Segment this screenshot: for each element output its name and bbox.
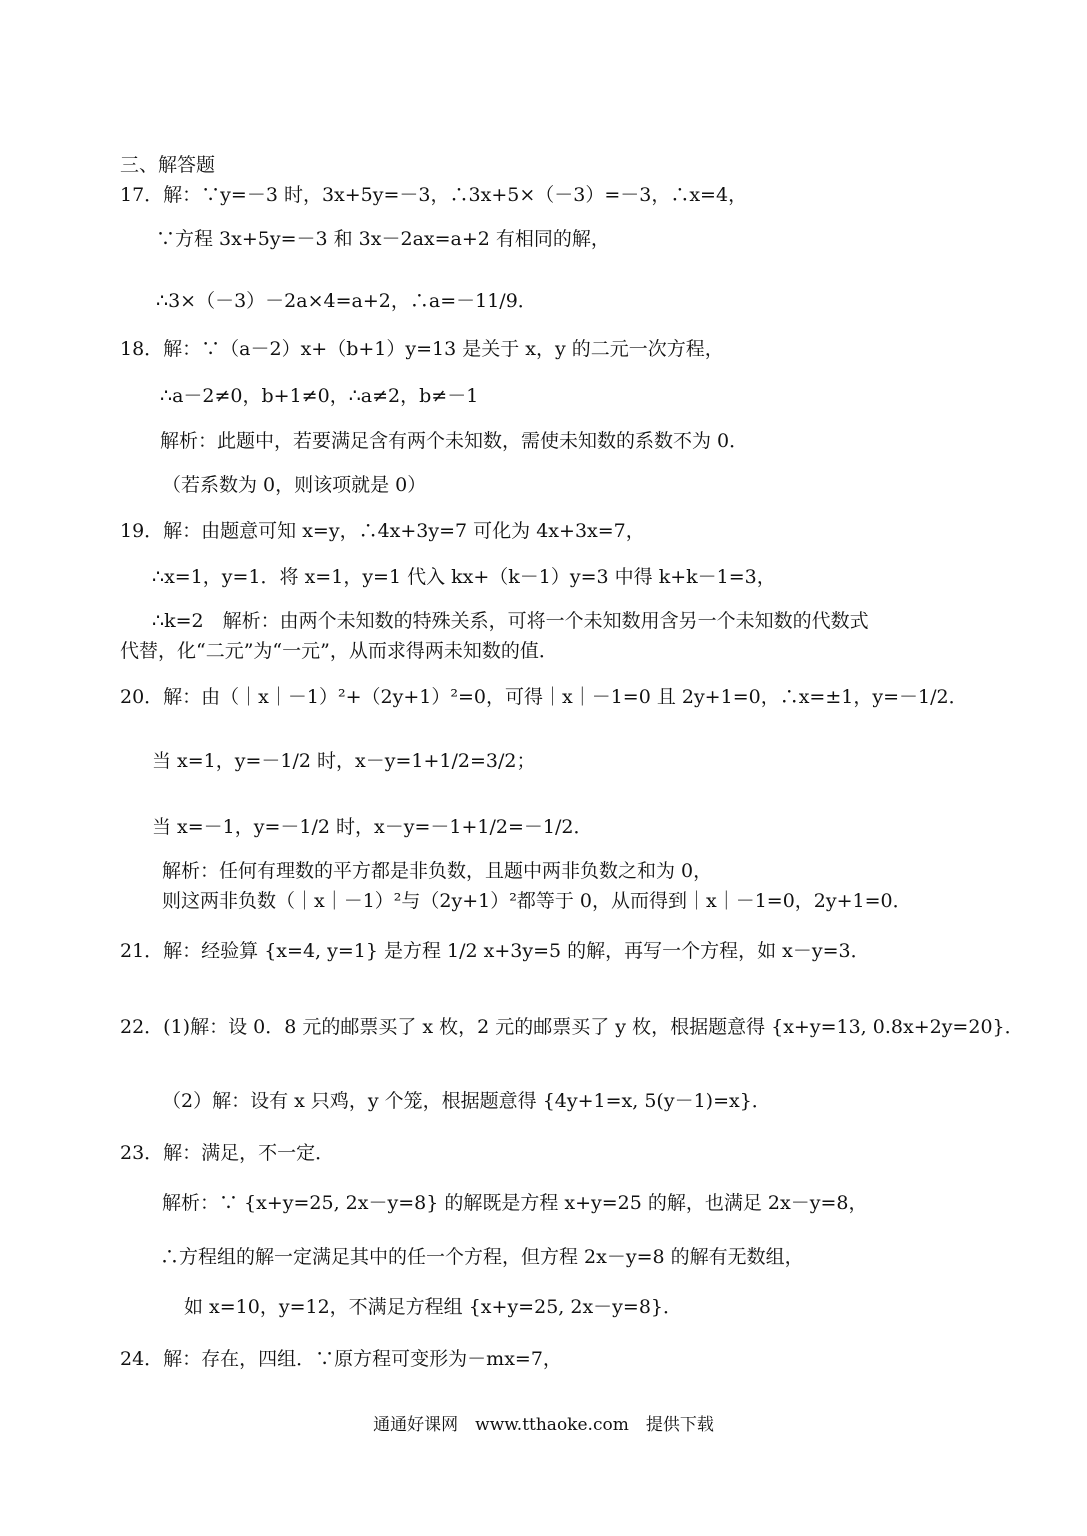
answer-20-line-1: 20．解：由（｜x｜－1）²+（2y+1）²=0，可得｜x｜－1=0 且 2y+1=0，∴x=±1，y=－1/2． [120, 686, 968, 708]
section-title: 三、解答题 [120, 154, 216, 176]
answer-18-line-1: 18．解：∵（a－2）x+（b+1）y=13 是关于 x，y 的二元一次方程， [120, 338, 724, 360]
answer-17-line-2: ∵方程 3x+5y=－3 和 3x－2ax=a+2 有相同的解， [156, 228, 610, 250]
answer-19-line-2: ∴x=1，y=1．将 x=1，y=1 代入 kx+（k－1）y=3 中得 k+k－1=3， [152, 566, 776, 588]
answer-19-line-1: 19．解：由题意可知 x=y，∴4x+3y=7 可化为 4x+3x=7， [120, 520, 645, 542]
answer-20-line-3: 当 x=－1，y=－1/2 时，x－y=－1+1/2=－1/2． [152, 816, 593, 838]
answer-23-analysis-1: 解析：∵ {x+y=25, 2x－y=8} 的解既是方程 x+y=25 的解，也满足 2x－y=8， [162, 1192, 868, 1214]
answer-23-analysis-2: ∴方程组的解一定满足其中的任一个方程，但方程 2x－y=8 的解有无数组， [160, 1246, 804, 1268]
answer-18-analysis: 解析：此题中，若要满足含有两个未知数，需使未知数的系数不为 0． [160, 430, 749, 452]
answer-21-line-1: 21．解：经验算 {x=4, y=1} 是方程 1/2 x+3y=5 的解，再写一个方程，如 x－y=3． [120, 940, 870, 962]
answer-22-part-1: 22．(1)解：设 0．8 元的邮票买了 x 枚，2 元的邮票买了 y 枚，根据题意得 {x+y=13, 0.8x+2y=20}． [120, 1016, 1024, 1038]
answer-24-line-1: 24．解：存在，四组．∵原方程可变形为－mx=7， [120, 1348, 562, 1370]
answer-17-line-1: 17．解：∵y=－3 时，3x+5y=－3，∴3x+5×（－3）=－3，∴x=4， [120, 184, 748, 206]
answer-19-line-4: 代替，化“二元”为“一元”，从而求得两未知数的值． [120, 640, 558, 662]
answer-17-line-3: ∴3×（－3）－2a×4=a+2，∴a=－11/9． [156, 290, 537, 312]
answer-23-analysis-3: 如 x=10，y=12，不满足方程组 {x+y=25, 2x－y=8}． [184, 1296, 682, 1318]
page-footer: 通通好课网 www.tthaoke.com 提供下载 [373, 1415, 714, 1435]
answer-19-line-3: ∴k=2 解析：由两个未知数的特殊关系，可将一个未知数用含另一个未知数的代数式 [152, 610, 869, 632]
answer-22-part-2: （2）解：设有 x 只鸡，y 个笼，根据题意得 {4y+1=x, 5(y－1)=x}． [162, 1090, 771, 1112]
answer-20-analysis-1: 解析：任何有理数的平方都是非负数，且题中两非负数之和为 0， [162, 860, 713, 882]
answer-20-analysis-2: 则这两非负数（｜x｜－1）²与（2y+1）²都等于 0，从而得到｜x｜－1=0，2y+1=0． [162, 890, 912, 912]
answer-18-note: （若系数为 0，则该项就是 0） [162, 474, 427, 496]
answer-23-line-1: 23．解：满足，不一定． [120, 1142, 335, 1164]
answer-20-line-2: 当 x=1，y=－1/2 时，x－y=1+1/2=3/2； [152, 750, 536, 772]
answer-18-line-2: ∴a－2≠0，b+1≠0，∴a≠2，b≠－1 [160, 385, 479, 407]
